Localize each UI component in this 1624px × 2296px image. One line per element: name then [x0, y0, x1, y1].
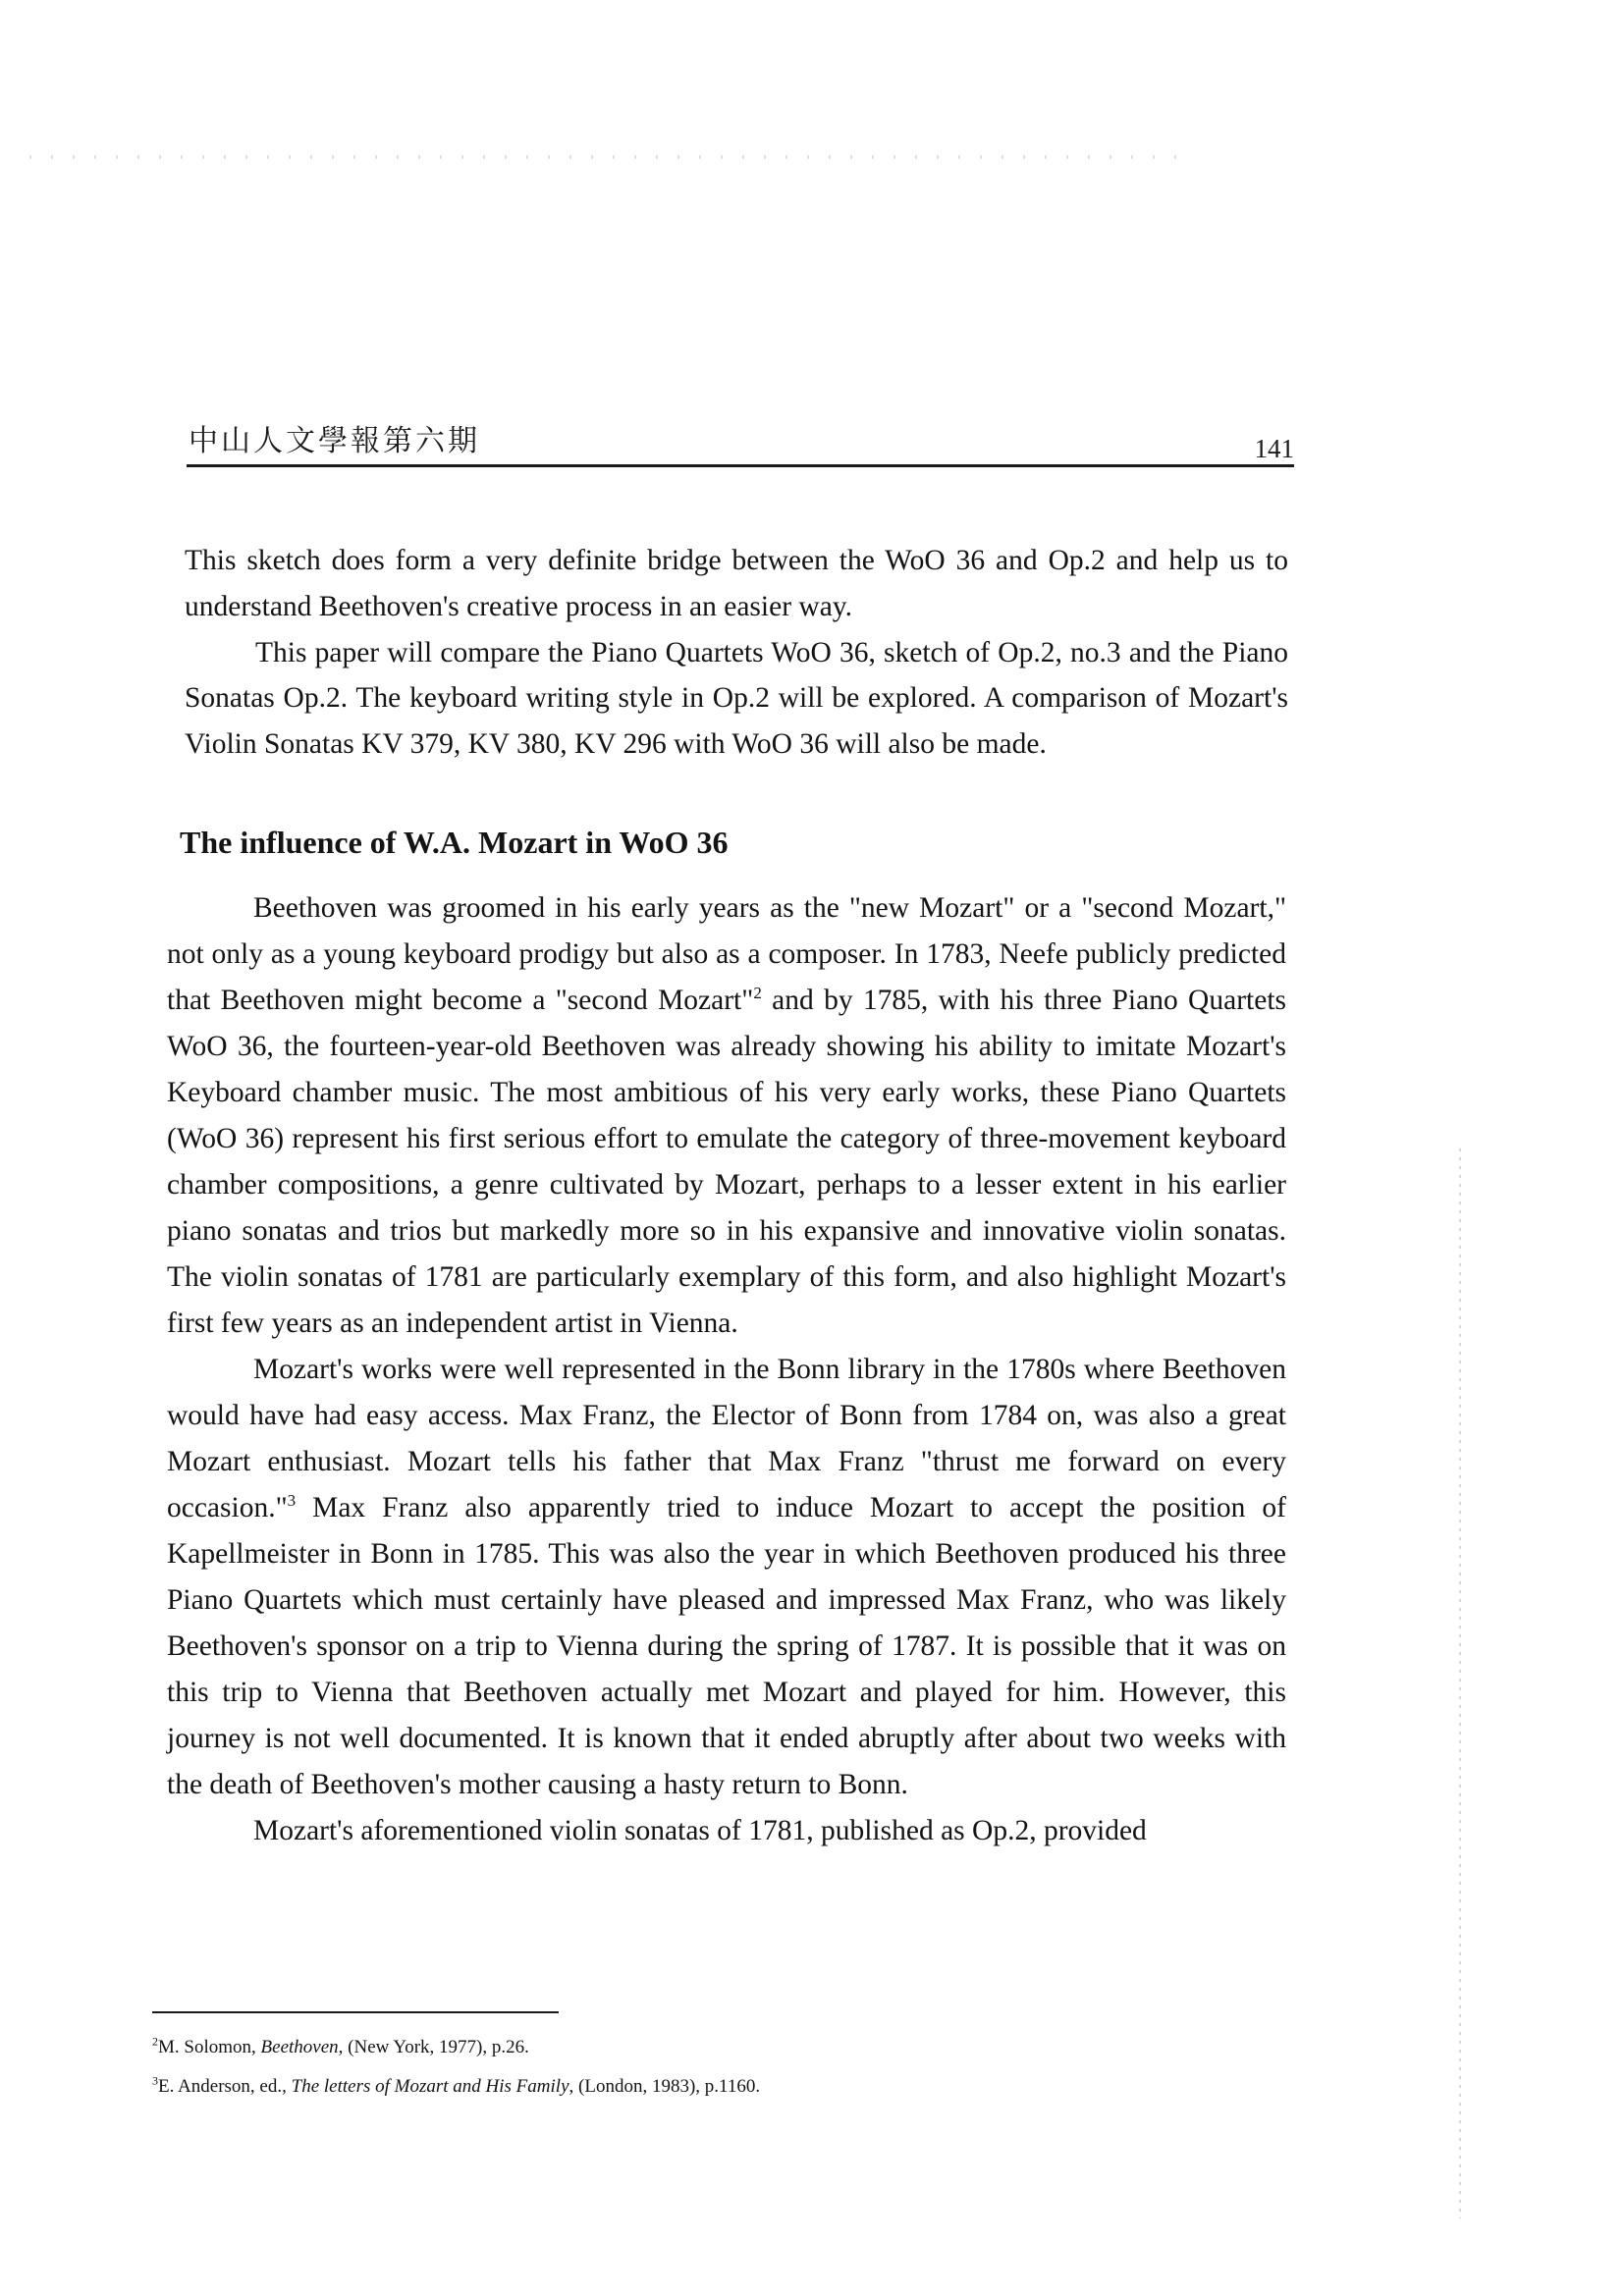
footnote-marker: 2 [152, 2034, 158, 2049]
footnote-author: M. Solomon, [158, 2037, 261, 2057]
journal-title: 中山人文學報第六期 [189, 424, 480, 458]
section-body [167, 885, 1286, 1854]
section-heading: The influence of W.A. Mozart in WoO 36 [180, 825, 729, 860]
footnote-3 [152, 2067, 1036, 2107]
footnote-details: , (London, 1983), p.1160. [568, 2076, 761, 2097]
paragraph-text: Mozart's works were well represented in the Bonn library in the 1780s where Beethoven would have had easy access. Max Franz, the Elector of Bonn from 1784 on, was also a great Mozart enthusiast. Mozart tells his father that Max Franz "thrust me forward on every occasion." [167, 1354, 1286, 1523]
footnote-details: , (New York, 1977), p.26. [338, 2037, 529, 2057]
intro-paragraph-2: This paper will compare the Piano Quartets WoO 36, sketch of Op.2, no.3 and the Piano Sonatas Op.2. The keyboard writing style in Op.2 will be explored. A comparison of Mozart's Violin Sonatas KV 379, KV 380, KV 296 with WoO 36 will also be made. [185, 636, 1288, 761]
scan-artifact-edge [1459, 1148, 1461, 2218]
header-rule [187, 464, 1294, 467]
paragraph-text: Beethoven was groomed in his early years as the "new Mozart" or a "second Mozart," not only as a young keyboard prodigy but also as a composer. In 1783, Neefe publicly predicted that Beethoven might become a "second Mozart" [167, 892, 1286, 1016]
paragraph-text: Max Franz also apparently tried to induce Mozart to accept the position of Kapellmeister in Bonn in 1785. This was also the year in which Beethoven produced his three Piano Quartets which must certainly have pleased and impressed Max Franz, who was likely Beethoven's sponsor on a trip to Vienna during the spring of 1787. It is possible that it was on this trip to Vienna that Beethoven actually met Mozart and played for him. However, this journey is not well documented. It is known that it ended abruptly after about two weeks with the death of Beethoven's mother causing a hasty return to Bonn. [167, 1492, 1286, 1800]
running-header [187, 410, 1294, 467]
intro-paragraph-1: This sketch does form a very definite bridge between the WoO 36 and Op.2 and help us to understand Beethoven's creative process in an easier way. [185, 545, 1288, 622]
footnote-rule [152, 2011, 559, 2013]
section-paragraph-2 [167, 1347, 1286, 1808]
paragraph-text: and by 1785, with his three Piano Quartets WoO 36, the fourteen-year-old Beethoven was already showing his ability to imitate Mozart's Keyboard chamber music. The most ambitious of his very early works, these Piano Quartets (WoO 36) represent his first serious effort to emulate the category of three-movement keyboard chamber compositions, a genre cultivated by Mozart, perhaps to a lesser extent in his earlier piano sonatas and trios but markedly more so in his expansive and innovative violin sonatas. The violin sonatas of 1781 are particularly exemplary of this form, and also highlight Mozart's first few years as an independent artist in Vienna. [167, 985, 1286, 1339]
section-paragraph-1 [167, 885, 1286, 1347]
page-number: 141 [1254, 434, 1294, 463]
footnote-marker: 3 [152, 2073, 158, 2088]
footnotes [152, 2028, 1036, 2107]
footnote-author: E. Anderson, ed., [158, 2076, 292, 2097]
intro-text [185, 538, 1288, 768]
footnote-title: The letters of Mozart and His Family [291, 2076, 569, 2097]
footnote-2 [152, 2028, 1036, 2067]
section-paragraph-3: Mozart's aforementioned violin sonatas of 1781, published as Op.2, provided [253, 1815, 1147, 1846]
footnote-reference: 2 [753, 984, 762, 1003]
scan-artifact-top [29, 155, 1188, 159]
footnote-title: Beethoven [260, 2037, 339, 2057]
footnote-reference: 3 [287, 1491, 297, 1511]
